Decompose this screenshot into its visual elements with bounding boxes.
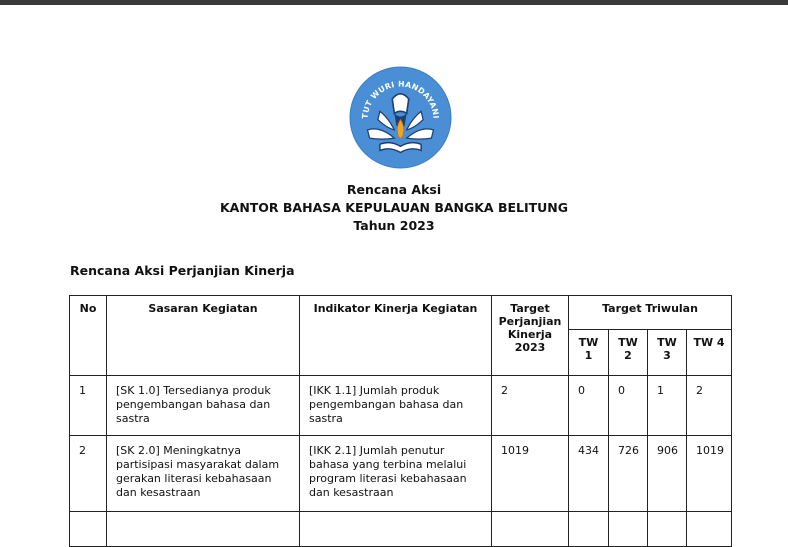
cell-indikator: [IKK 2.1] Jumlah penutur bahasa yang terbina melalui program literasi kebahasaan dan kesastraan: [300, 436, 492, 512]
cell-indikator: [IKK 1.1] Jumlah produk pengembangan bahasa dan sastra: [300, 376, 492, 436]
cell-sasaran: [SK 2.0] Meningkatnya partisipasi masyarakat dalam gerakan literasi kebahasaan dan kesastraan: [107, 436, 300, 512]
doc-office-name: KANTOR BAHASA KEPULAUAN BANGKA BELITUNG: [219, 200, 569, 215]
tut-wuri-handayani-logo: [349, 66, 452, 169]
cell-tw2: 726: [609, 436, 648, 512]
cell-tw3: 906: [648, 436, 687, 512]
cell-tw3: 1: [648, 376, 687, 436]
cell-sasaran: [SK 1.0] Tersedianya produk pengembangan bahasa dan sastra: [107, 376, 300, 436]
doc-year: Tahun 2023: [353, 218, 435, 233]
header-target-triwulan: Target Triwulan: [569, 296, 732, 330]
action-plan-table: [69, 295, 732, 547]
header-tw3: TW 3: [648, 330, 687, 376]
table-row: [70, 376, 732, 436]
cell-no: 2: [70, 436, 107, 512]
table-row: [70, 436, 732, 512]
header-target-pk: Target Perjanjian Kinerja 2023: [492, 296, 569, 376]
cell-no: 1: [70, 376, 107, 436]
table-row-partial: [70, 512, 732, 547]
cell-tw2: 0: [609, 376, 648, 436]
cell-target: 1019: [492, 436, 569, 512]
cell-tw4: 1019: [687, 436, 732, 512]
header-tw4: TW 4: [687, 330, 732, 376]
cell-target: 2: [492, 376, 569, 436]
doc-title: Rencana Aksi: [346, 182, 442, 197]
header-indikator: Indikator Kinerja Kegiatan: [300, 296, 492, 376]
cell-tw1: 434: [569, 436, 609, 512]
header-sasaran: Sasaran Kegiatan: [107, 296, 300, 376]
header-no: No: [70, 296, 107, 376]
viewer-top-bar: [0, 0, 788, 5]
section-title: Rencana Aksi Perjanjian Kinerja: [70, 263, 295, 278]
header-tw1: TW 1: [569, 330, 609, 376]
logo-arc-text: TUT WURI HANDAYANI: [360, 79, 441, 120]
header-tw2: TW 2: [609, 330, 648, 376]
cell-tw4: 2: [687, 376, 732, 436]
cell-tw1: 0: [569, 376, 609, 436]
